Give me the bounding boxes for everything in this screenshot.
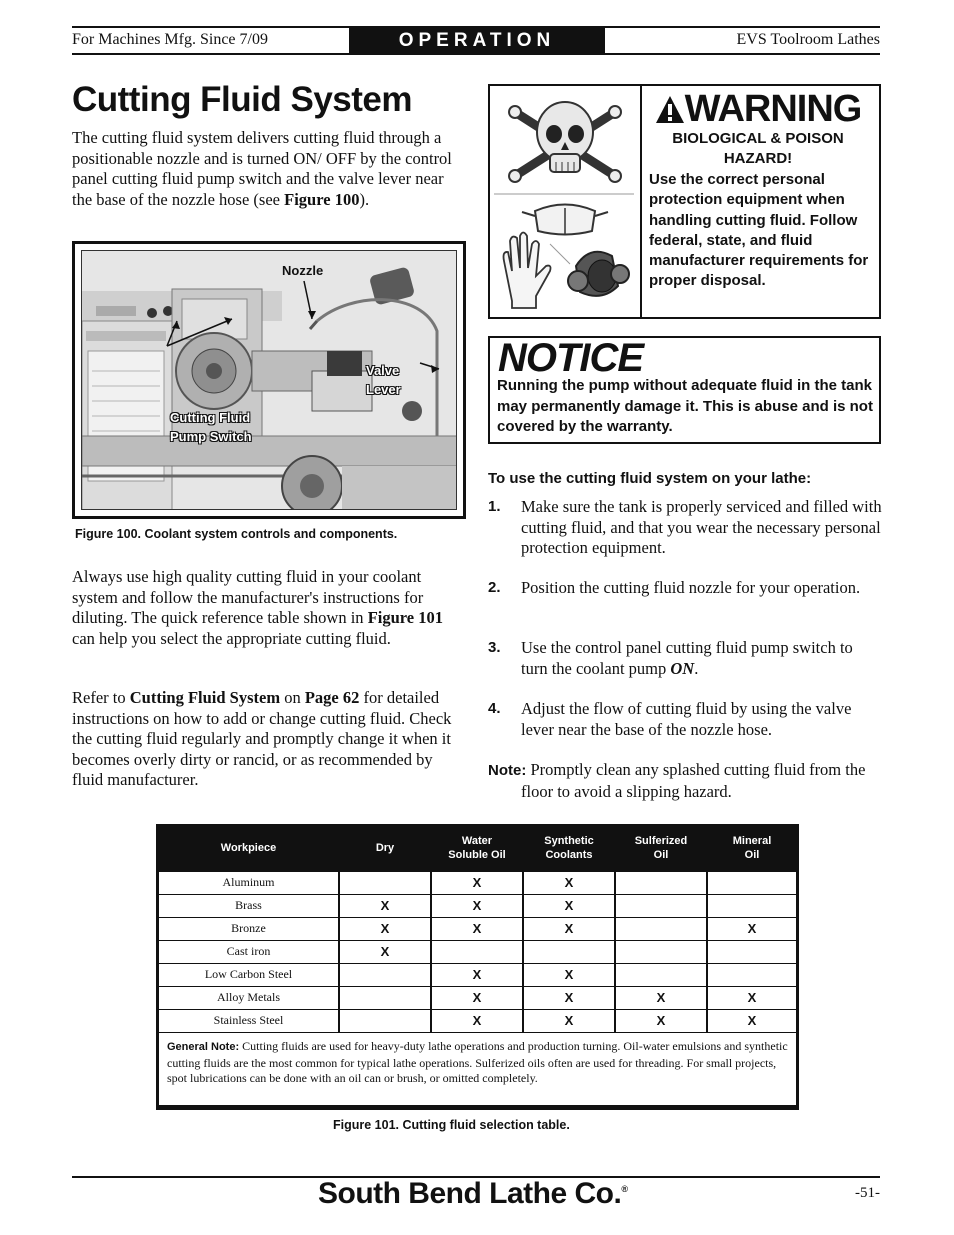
step-text: Position the cutting fluid nozzle for your operation. [521,578,861,597]
notice-text: Running the pump without adequate fluid in the tank may permanently damage it. This is abuse and is not covered by the warranty. [497,377,873,435]
para3-page-ref: Page 62 [304,688,360,707]
warning-text: Use the correct personal protection equipment when handling cutting fluid. Follow federal, state, and fluid manufacturer requirements for proper disposal. [649,171,869,290]
table-cell [616,895,706,917]
step-text: Make sure the tank is properly serviced and filled with cutting fluid, and that you wear the necessary personal protection equipment. [521,497,882,557]
table-cell [708,964,796,986]
skull-crossbones-icon [509,102,621,182]
refer-paragraph [72,688,464,791]
step-3-text-a: Use the control panel cutting fluid pump switch to turn the coolant pump [521,638,853,678]
glove-icon [504,233,551,309]
table-cell: X [340,941,430,963]
general-note-label: General Note: [167,1041,240,1053]
table-cell: X [432,964,522,986]
table-cell: X [432,918,522,940]
table-cell: X [432,872,522,894]
table-header-synthetic [524,824,614,871]
switch-label-line1: Cutting Fluid [170,410,251,425]
step-3-text-b: . [694,658,699,678]
table-row-label: Alloy Metals [159,987,338,1009]
header-label-line: Oil [744,848,760,861]
table-cell: X [708,987,796,1009]
table-cell: X [616,987,706,1009]
table-cell: X [432,987,522,1009]
warning-icons-panel [490,86,642,317]
page-title: Cutting Fluid System [72,80,412,119]
table-row-label: Aluminum [159,872,338,894]
warning-heading [640,88,876,131]
hazard-icons [490,86,638,317]
table-cell [340,872,430,894]
intro-figure-ref: Figure 100 [284,189,360,209]
table-cell: X [524,987,614,1009]
table-header-dry [340,824,430,871]
header-label-line: Mineral [732,834,772,847]
brand-name: South Bend Lathe Co. [318,1177,622,1210]
steps-heading: To use the cutting fluid system on your lathe: [488,470,812,487]
table-cell [616,941,706,963]
para3-text-b: on [280,688,305,707]
intro-paragraph [72,128,464,210]
general-note-text: Cutting fluids are used for heavy-duty lathe operations and production turning. Oil-water emulsions and synthetic cutting fluids are the most common for typical lathe operations. Sulferized oils often are used for threading. For small projects, spot lubrications can be done with an oil can or brush, or omitted completely. [167,1039,788,1085]
table-cell: X [340,918,430,940]
table-cell [616,964,706,986]
para2-figure-ref: Figure 101 [367,608,444,627]
lathe-illustration [82,251,457,510]
table-cell: X [524,872,614,894]
header-label-line: Sulferized [634,834,688,847]
table-cell: X [432,895,522,917]
table-cell [340,987,430,1009]
lathe-photo [81,250,457,510]
para2-text-a: Always use high quality cutting fluid in your coolant system and follow the manufacturer's instructions for diluting. The quick reference table shown in [72,567,424,627]
header-label-line: Synthetic [544,834,594,847]
table-row-label: Low Carbon Steel [159,964,338,986]
para2-text-b: can help you select the appropriate cutting fluid. [72,628,391,648]
intro-text-b: ). [359,189,370,209]
header-label-line: Oil [653,848,669,861]
table-cell: X [524,918,614,940]
table-cell: X [616,1010,706,1032]
step-number: 1. [488,498,501,515]
figure-101-caption: Figure 101. Cutting fluid selection table. [333,1118,570,1132]
step-number: 4. [488,700,501,717]
header-label: Dry [375,841,395,854]
note-label: Note: [488,762,527,779]
table-cell [524,941,614,963]
brand-logo-text [318,1177,627,1211]
table-cell [340,964,430,986]
header-label-line: Coolants [545,848,593,861]
intro-text-a: The cutting fluid system delivers cutting fluid through a positionable nozzle and is turned ON/ OFF by the control panel cutting fluid pump switch and the valve lever near the base of the nozzle hose (see [72,128,452,209]
table-cell: X [708,1010,796,1032]
respirator-icon [568,252,629,296]
step-3-emphasis: ON [670,658,695,678]
fluid-quality-paragraph [72,567,464,649]
registered-mark: ® [621,1184,628,1194]
header-left-text: For Machines Mfg. Since 7/09 [72,31,268,48]
table-row-label: Cast iron [159,941,338,963]
header-label: Workpiece [220,841,277,854]
header-label-line: Soluble Oil [448,848,506,861]
header-right-text: EVS Toolroom Lathes [736,31,880,48]
step-text: Adjust the flow of cutting fluid by using the valve lever near the base of the nozzle hose. [521,699,852,739]
table-cell: X [524,895,614,917]
table-cell [340,1010,430,1032]
table-header-mineral [708,824,796,871]
table-row-label: Brass [159,895,338,917]
cutting-fluid-table [156,824,799,1110]
lever-label: Lever [366,382,401,397]
table-cell [708,895,796,917]
warning-subheading: BIOLOGICAL & POISON HAZARD! [672,130,844,167]
note-text: Promptly clean any splashed cutting fluid from the floor to avoid a slipping hazard. [521,760,866,801]
switch-label-line2: Pump Switch [170,429,252,444]
nozzle-label: Nozzle [282,263,324,278]
step-text [521,638,883,679]
notice-heading: NOTICE [498,336,644,380]
table-header-sulferized [616,824,706,871]
figure-100 [72,241,466,519]
table-general-note [159,1033,796,1105]
para3-section-ref: Cutting Fluid System [129,688,281,707]
figure-100-caption: Figure 100. Coolant system controls and components. [75,527,398,541]
table-cell: X [432,1010,522,1032]
header-bottom-rule [72,53,880,55]
table-cell [616,872,706,894]
table-header-water-soluble [432,824,522,871]
para3-text-c: for detailed instructions on how to add or change cutting fluid. Check the cutting fluid regularly and promptly change it when it becomes overly dirty or rancid, or as recommended by fluid manufacturer. [72,688,452,789]
step-number: 2. [488,579,501,596]
header-label-line: Water [461,834,493,847]
table-cell [432,941,522,963]
table-cell [616,918,706,940]
valve-label: Valve [366,363,400,378]
safety-goggles-icon [522,205,608,235]
table-row-label: Stainless Steel [159,1010,338,1032]
table-cell: X [708,918,796,940]
table-cell: X [340,895,430,917]
table-cell [708,872,796,894]
step-number: 3. [488,639,501,656]
page-number: -51- [855,1185,880,1201]
table-cell: X [524,1010,614,1032]
table-cell [708,941,796,963]
para3-text-a: Refer to [72,688,130,707]
steps-note [488,760,880,802]
table-row-label: Bronze [159,918,338,940]
section-banner: OPERATION [349,27,605,53]
table-cell: X [524,964,614,986]
table-header-workpiece [159,824,338,871]
warning-heading-text: WARNING [684,88,862,130]
warning-triangle-icon [655,95,685,125]
